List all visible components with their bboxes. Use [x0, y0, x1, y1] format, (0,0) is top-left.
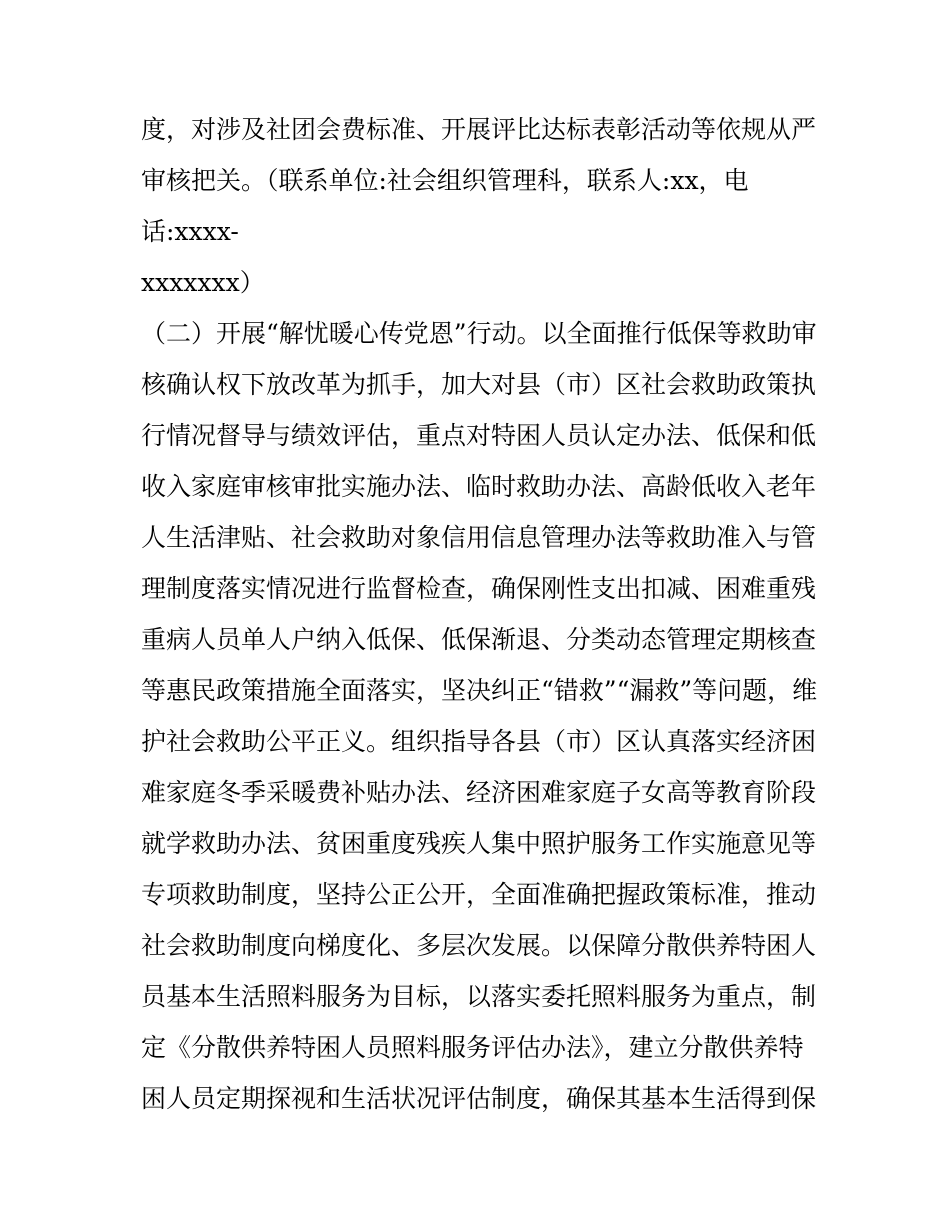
text-line: 理制度落实情况进行监督检查，确保刚性支出扣减、困难重残 [141, 574, 817, 603]
text-line: xxxxxxx） [141, 268, 265, 297]
text-line: 就学救助办法、贫困重度残疾人集中照护服务工作实施意见等 [141, 829, 817, 858]
text-line: 定《分散供养特困人员照料服务评估办法》，建立分散供养特 [141, 1033, 804, 1062]
text-line: 重病人员单人户纳入低保、低保渐退、分类动态管理定期核查 [141, 625, 817, 654]
text-line: 度，对涉及社团会费标准、开展评比达标表彰活动等依规从严 [141, 115, 817, 144]
text-line: 护社会救助公平正义。组织指导各县（市）区认真落实经济困 [141, 727, 817, 756]
text-line: 难家庭冬季采暖费补贴办法、经济困难家庭子女高等教育阶段 [141, 778, 817, 807]
text-line: 行情况督导与绩效评估，重点对特困人员认定办法、低保和低 [141, 421, 817, 450]
document-body [141, 104, 821, 1124]
text-line: 核确认权下放改革为抓手，加大对县（市）区社会救助政策执 [141, 370, 817, 399]
text-line: （二）开展“解忧暖心传党恩”行动。以全面推行低保等救助审 [141, 319, 817, 348]
text-line: 人生活津贴、社会救助对象信用信息管理办法等救助准入与管 [141, 523, 817, 552]
text-line: 审核把关。（联系单位:社会组织管理科，联系人:xx，电 [141, 166, 749, 195]
text-line: 专项救助制度，坚持公正公开，全面准确把握政策标准，推动 [141, 880, 817, 909]
text-line: 员基本生活照料服务为目标，以落实委托照料服务为重点，制 [141, 982, 817, 1011]
text-line: 困人员定期探视和生活状况评估制度，确保其基本生活得到保 [141, 1084, 817, 1113]
text-line: 社会救助制度向梯度化、多层次发展。以保障分散供养特困人 [141, 931, 817, 960]
text-line: 收入家庭审核审批实施办法、临时救助办法、高龄低收入老年 [141, 472, 817, 501]
text-line: 话:xxxx- [141, 217, 239, 246]
text-line: 等惠民政策措施全面落实，坚决纠正“错救”“漏救”等问题，维 [141, 676, 818, 705]
